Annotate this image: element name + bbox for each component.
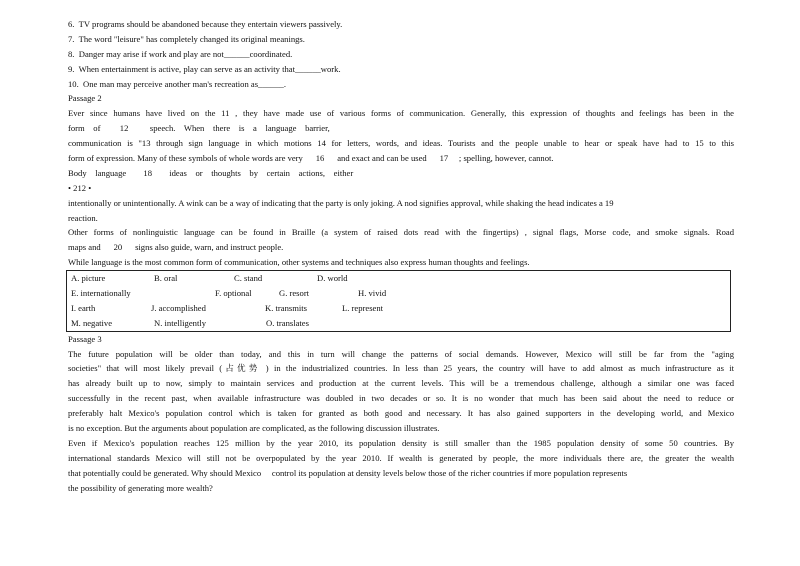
passage3-heading: Passage 3 xyxy=(68,333,102,344)
options-row xyxy=(69,301,730,316)
passage3-line: preferably halt Mexico's population control which is taken for granted as both good and necessary. It has also gained supporters in the developing world, and Mexico xyxy=(68,408,734,419)
passage3-line: The future population will be older than today, and this in turn will change the patterns of social demands. However, Mexico will still be far from the "aging xyxy=(68,348,734,359)
passage2-line: Other forms of nonlinguistic language can be found in Braille (a system of raised dots read with the fingertips) , signal flags, Morse code, and smoke signals. Road xyxy=(68,227,734,238)
option-a: A. picture xyxy=(71,273,106,284)
option-i: I. earth xyxy=(71,302,96,313)
passage3-line: societies" that will most likely prevail (占优势 ) in the industrialized countries. In less than 25 years, the country will have to add almost as much infrastructure as it xyxy=(68,363,734,374)
passage2-heading: Passage 2 xyxy=(68,93,102,104)
option-g: G. resort xyxy=(279,288,310,299)
option-d: D. world xyxy=(317,273,348,284)
passage3-line: has already built up to now, simply to maintain services and production at the current levels. This will be a tremendous challenge, although a similar one was faced xyxy=(68,378,734,389)
document-content xyxy=(68,17,734,496)
options-row xyxy=(69,316,730,331)
passage3-line: the possibility of generating more wealth? xyxy=(68,482,213,493)
passage3-line: successfully in the recent past, when available infrastructure was doubled in two decades or so. It is no wonder that much has been said about the need to reduce or xyxy=(68,393,734,404)
passage2-line: Ever since humans have lived on the 11 , they have made use of various forms of communication. Generally, this expression of thoughts and feelings has been in the xyxy=(68,108,734,119)
passage2-line: form of 12 speech. When there is a language barrier, xyxy=(68,123,330,134)
option-f: F. optional xyxy=(215,288,252,299)
passage1-item-6: 6. TV programs should be abandoned because they entertain viewers passively. xyxy=(68,19,343,29)
passage2-line: intentionally or unintentionally. A wink can be a way of indicating that the party is only joking. A nod signifies approval, while shaking the head indicates a 19 xyxy=(68,197,614,208)
passage1-item-7: 7. The word "leisure" has completely changed its original meanings. xyxy=(68,33,305,44)
option-e: E. internationally xyxy=(71,288,131,299)
passage2-line: maps and 20 signs also guide, warn, and instruct people. xyxy=(68,242,284,253)
passage3-line: that potentially could be generated. Why should Mexico control its population at density levels below those of the richer countries if more population represents xyxy=(68,467,628,478)
option-l: L. represent xyxy=(342,302,384,313)
passage3-line: Even if Mexico's population reaches 125 million by the year 2010, its population density is still smaller than the 1985 population density of some 50 countries. By xyxy=(68,437,734,448)
passage3-line: is no exception. But the arguments about population are complicated, as the following discussion illustrates. xyxy=(68,423,440,434)
option-b: B. oral xyxy=(154,273,178,284)
option-j: J. accomplished xyxy=(151,302,206,313)
passage2-line: communication is "13 through sign language in which motions 14 for letters, words, and ideas. Tourists and the people unable to hear or speak have had to 15 to this xyxy=(68,138,734,149)
option-m: M. negative xyxy=(71,317,113,328)
passage2-line: While language is the most common form of communication, other systems and techniques also express human thoughts and feelings. xyxy=(68,257,530,268)
passage2-line: form of expression. Many of these symbols of whole words are very 16 and exact and can be used 17 ; spelling, however, cannot. xyxy=(68,153,554,164)
options-row xyxy=(69,286,730,301)
passage2-line: Body language 18 ideas or thoughts by certain actions, either xyxy=(68,167,354,178)
passage1-item-9: 9. When entertainment is active, play can serve as an activity that______work. xyxy=(68,63,341,74)
option-h: H. vivid xyxy=(358,288,387,299)
option-n: N. intelligently xyxy=(154,317,207,328)
page-number: • 212 • xyxy=(68,182,92,193)
passage2-line: reaction. xyxy=(68,212,98,223)
passage1-item-10: 10. One man may perceive another man's recreation as______. xyxy=(68,78,286,89)
options-row xyxy=(69,271,730,286)
option-o: O. translates xyxy=(266,317,309,328)
passage3-line: international standards Mexico will still not be overpopulated by the year 2010. If wealth is generated by people, the more individuals there are, the greater the wealth xyxy=(68,452,734,463)
word-options-box xyxy=(66,270,731,332)
passage1-item-8: 8. Danger may arise if work and play are not______coordinated. xyxy=(68,48,293,59)
option-k: K. transmits xyxy=(265,302,308,313)
option-c: C. stand xyxy=(234,273,263,284)
